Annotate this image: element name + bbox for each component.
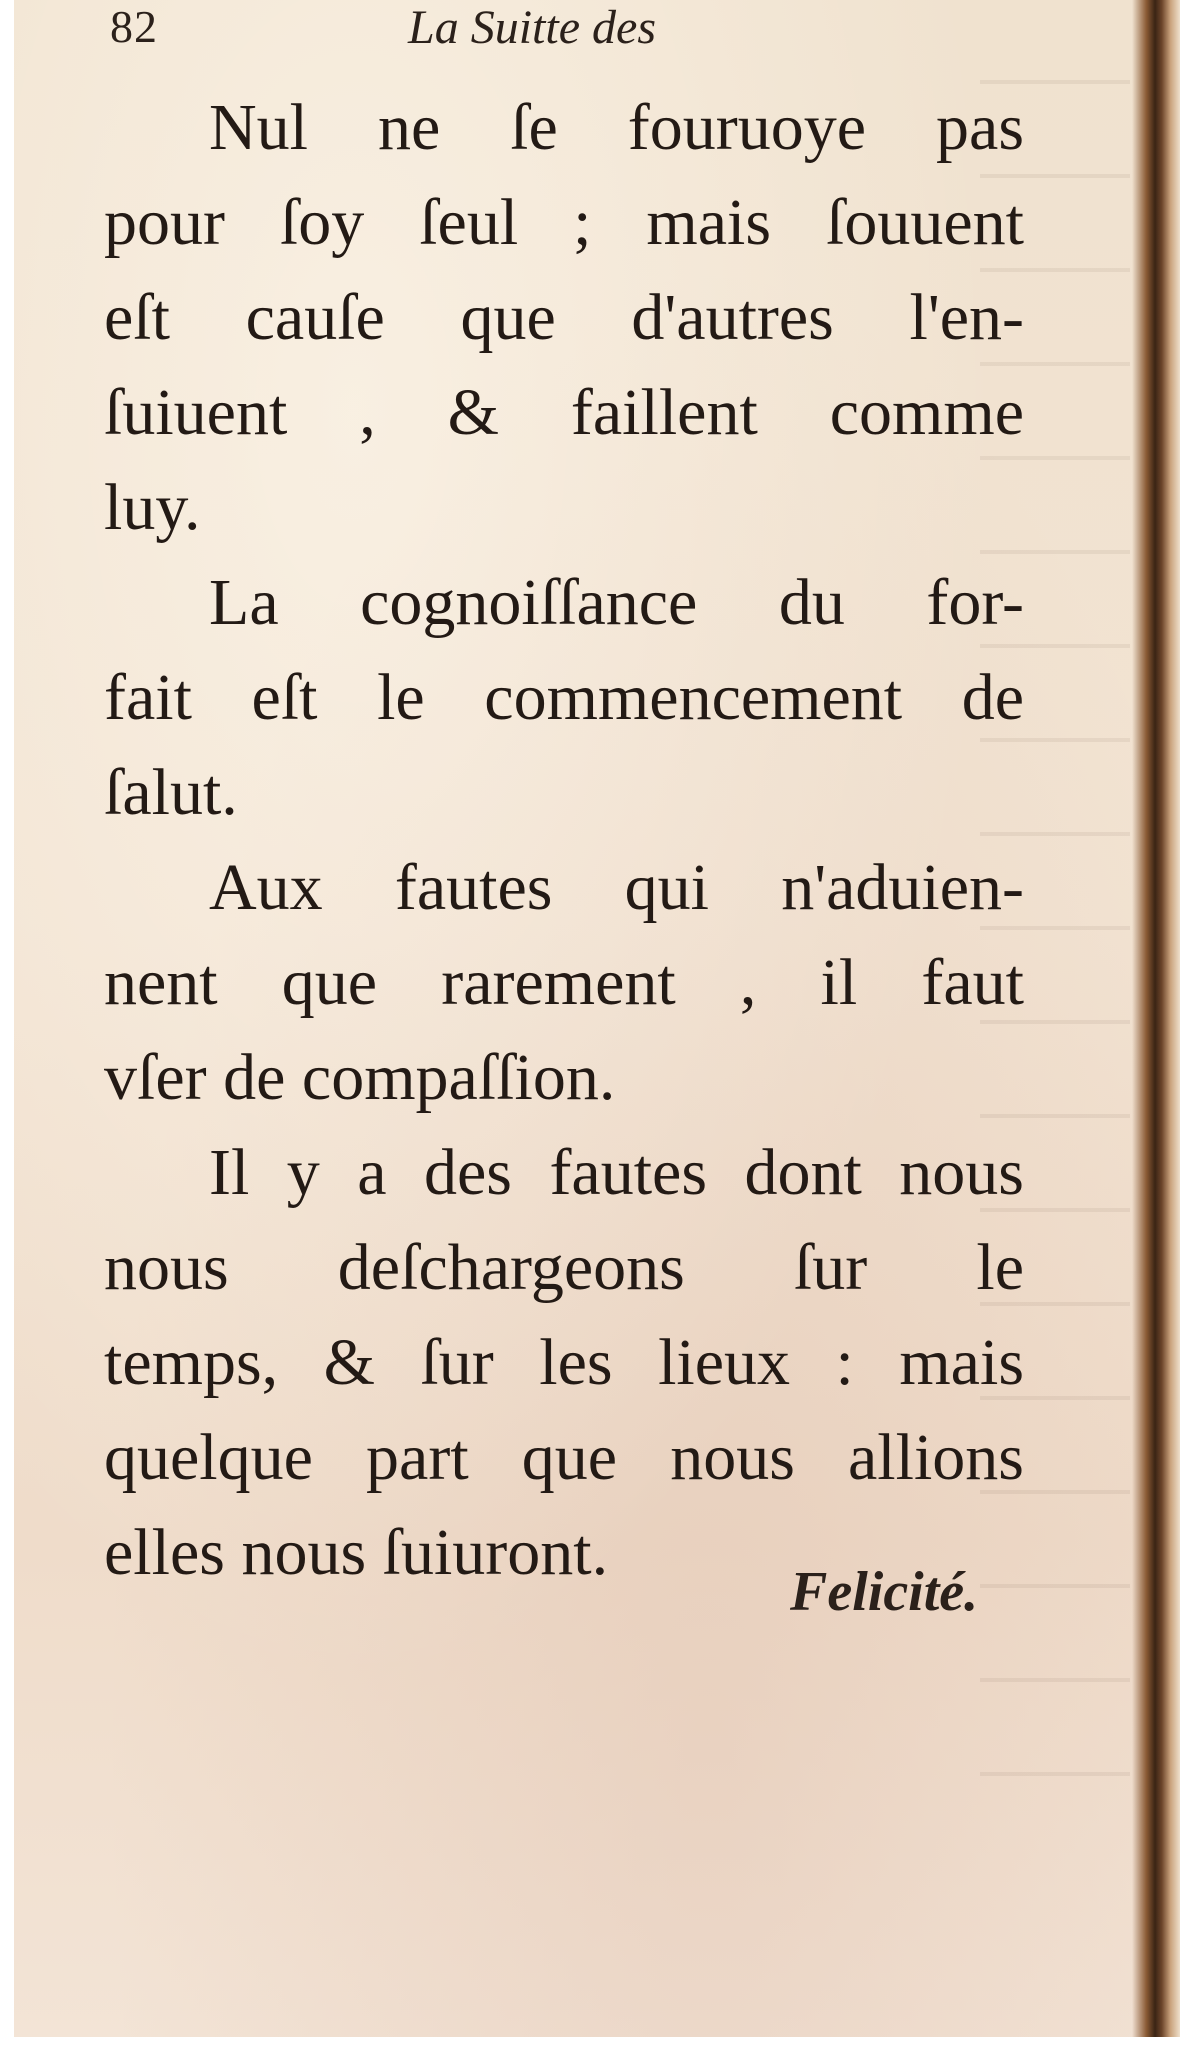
text-line: vſer de compaſſion. (104, 1041, 616, 1114)
text-line: elles nous ſuiuront. (104, 1516, 609, 1589)
text-line: eſt cauſe que d'autres l'en- (104, 281, 1024, 354)
paragraph-1 (104, 80, 1024, 555)
text-line: luy. (104, 471, 201, 544)
text-line: ſalut. (104, 756, 238, 829)
text-line: La cognoiſſance du for- (209, 566, 1024, 639)
page-number: 82 (110, 1, 158, 52)
text-line: quelque part que nous allions (104, 1421, 1024, 1494)
text-line: Aux fautes qui n'aduien- (209, 851, 1024, 924)
text-line: nent que rarement , il faut (104, 946, 1024, 1019)
scan-bottom-margin (0, 2037, 1180, 2049)
body-text (104, 80, 1024, 1600)
paragraph-3 (104, 840, 1024, 1125)
text-line: Il y a des fautes dont nous (209, 1136, 1024, 1209)
paragraph-2 (104, 555, 1024, 840)
text-line: ſuiuent , & faillent comme (104, 376, 1024, 449)
page-header (90, 0, 790, 60)
text-line: temps, & ſur les lieux : mais (104, 1326, 1024, 1399)
paragraph-4 (104, 1125, 1024, 1600)
text-line: nous deſchargeons ſur le (104, 1231, 1024, 1304)
page-binding-edge (1132, 0, 1180, 2049)
catchword: Felicité. (790, 1561, 979, 1623)
text-line: fait eſt le commencement de (104, 661, 1024, 734)
running-title: La Suitte des (408, 1, 656, 54)
text-line: Nul ne ſe fouruoye pas (209, 91, 1024, 164)
text-line: pour ſoy ſeul ; mais ſouuent (104, 186, 1024, 259)
scan-left-margin (0, 0, 14, 2049)
